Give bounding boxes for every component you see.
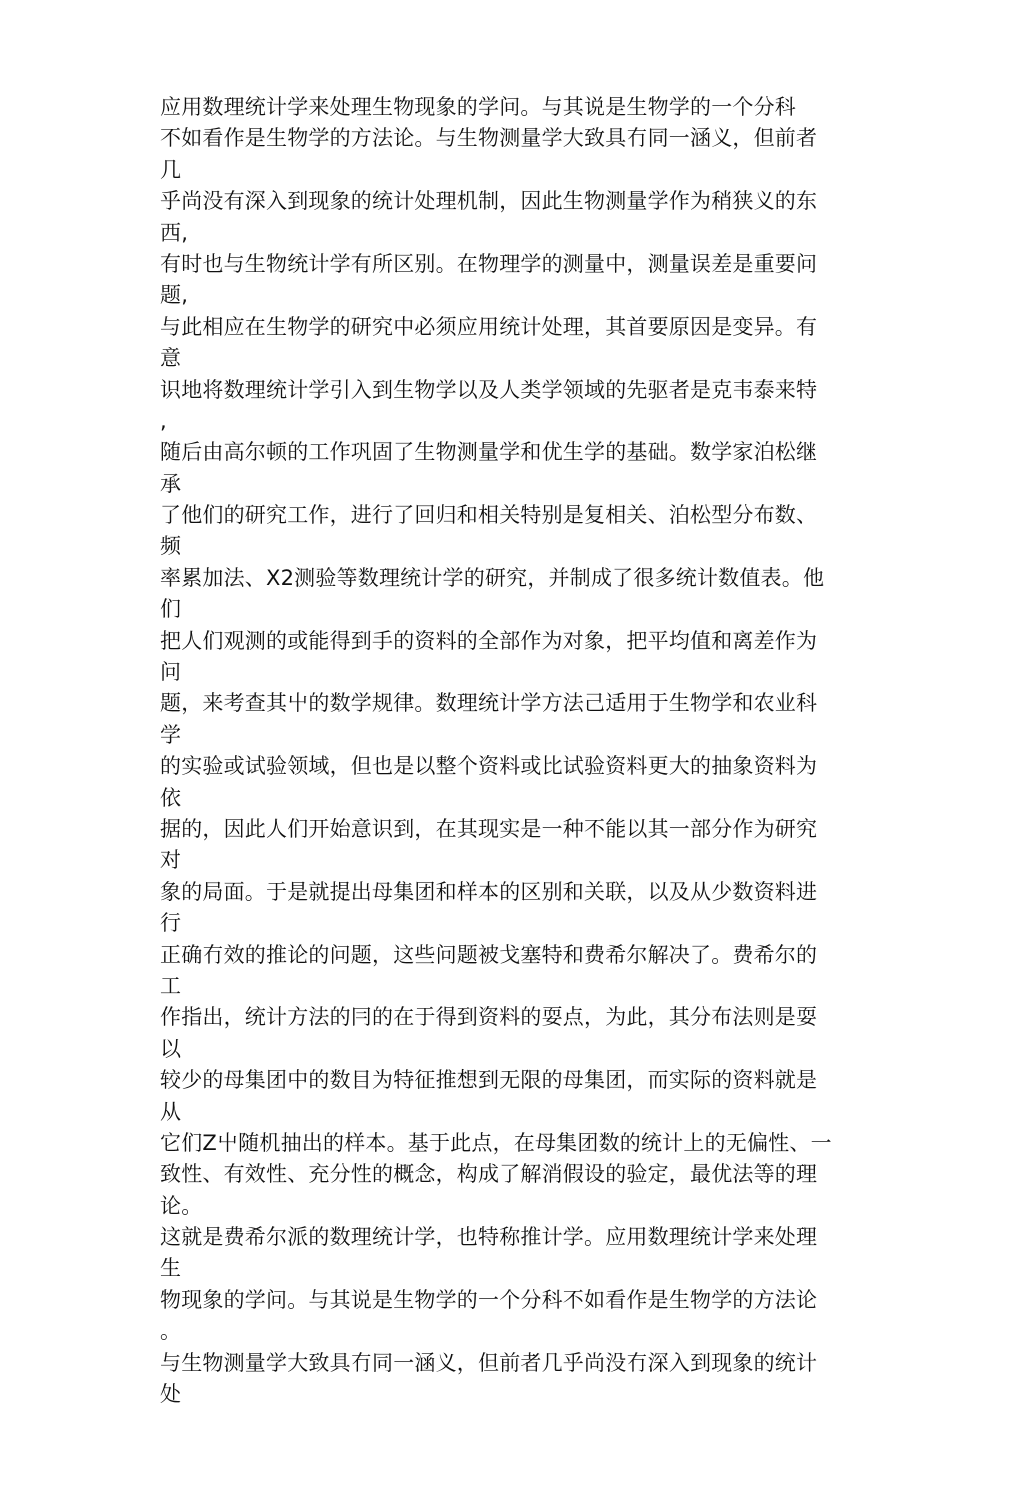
text-line-17: 们 (160, 597, 182, 622)
text-line-10: 识地将数理统计学引入到生物学以及人类学领域的先驱者是克韦泰来特 (160, 377, 818, 402)
text-line-14: 了他们的研究工作，进行了回归和相关特别是复相关、泊松型分布数、 (160, 503, 818, 528)
text-line-1: 应用数理统计学来处理生物现象的学问。与其说是生物学的一个分科 (160, 95, 796, 119)
text-line-32: 较少的母集团中的数目为特征推想到无限的母集团，而实际的资料就是 (160, 1068, 818, 1093)
text-line-3: 几 (160, 157, 182, 182)
text-line-29: 工 (160, 973, 182, 998)
text-line-35: 致性、有效性、充分性的概念，构成了解消假设的验定，最优法等的理 (160, 1162, 818, 1187)
text-line-37: 这就是费希尔派的数理统计学，也特称推计学。应用数理统计学来处理 (160, 1225, 818, 1250)
text-line-9: 意 (160, 346, 182, 371)
text-line-7: 题, (160, 283, 189, 308)
text-line-5: 西, (160, 220, 189, 245)
text-line-4: 乎尚没有深入到现象的统计处理机制，因此生物测量学作为稍狭义的东 (160, 189, 818, 214)
text-line-30: 作指出，统计方法的冃的在于得到资料的耍点，为此，其分布法则是耍 (160, 1005, 818, 1030)
text-line-19: 问 (160, 660, 182, 685)
text-line-38: 生 (160, 1256, 182, 1281)
text-line-26: 象的局面。于是就提出母集团和样本的区别和关联，以及从少数资料进 (160, 879, 818, 904)
text-line-20: 题，来考查其屮的数学规律。数理统计学方法己适用于生物学和农业科 (160, 691, 818, 716)
text-line-16: 率累加法、X2测验等数理统计学的研究，并制成了很多统计数值表。他 (160, 565, 825, 590)
text-line-6: 有时也与生物统计学有所区别。在物理学的测量中，测量误差是重要问 (160, 251, 818, 276)
text-line-15: 频 (160, 534, 182, 559)
text-line-12: 随后由高尔顿的工作巩固了生物测量学和优生学的基础。数学家泊松继 (160, 440, 818, 465)
text-line-28: 正确冇效的推论的问题，这些问题被戈塞特和费希尔解决了。费希尔的 (160, 942, 818, 967)
text-line-24: 据的，因此人们开始意识到，在其现实是一种不能以其一部分作为研究 (160, 816, 818, 841)
text-line-36: 论。 (160, 1193, 203, 1218)
text-line-18: 把人们观测的或能得到手的资料的全部作为对象，把平均值和离差作为 (160, 628, 818, 653)
text-line-22: 的实验或试验领域，但也是以整个资料或比试验资料更大的抽象资料为 (160, 754, 818, 779)
text-line-11: , (160, 408, 167, 433)
text-line-39: 物现象的学问。与其说是生物学的一个分科不如看作是生物学的方法论 (160, 1287, 818, 1312)
text-line-25: 对 (160, 848, 182, 873)
text-line-41: 与生物测量学大致具冇同一涵义，但前者几乎尚没冇深入到现象的统计 (160, 1350, 818, 1375)
text-line-13: 承 (160, 471, 182, 496)
text-line-33: 从 (160, 1099, 182, 1124)
body-text (160, 92, 920, 1410)
text-line-8: 与此相应在生物学的研究中必须应用统计处理，其首要原因是变异。有 (160, 314, 818, 339)
text-line-42: 处 (160, 1382, 182, 1407)
text-line-34: 它们Z屮随机抽出的样本。基于此点，在母集团数的统计上的无偏性、一 (160, 1130, 832, 1155)
text-line-40: 。 (160, 1319, 182, 1344)
text-line-27: 行 (160, 911, 182, 936)
text-line-23: 依 (160, 785, 182, 810)
text-line-31: 以 (160, 1036, 182, 1061)
text-line-2: 不如看作是生物学的方法论。与生物测量学大致具冇同一涵义，但前者 (160, 126, 818, 151)
text-line-21: 学 (160, 722, 182, 747)
